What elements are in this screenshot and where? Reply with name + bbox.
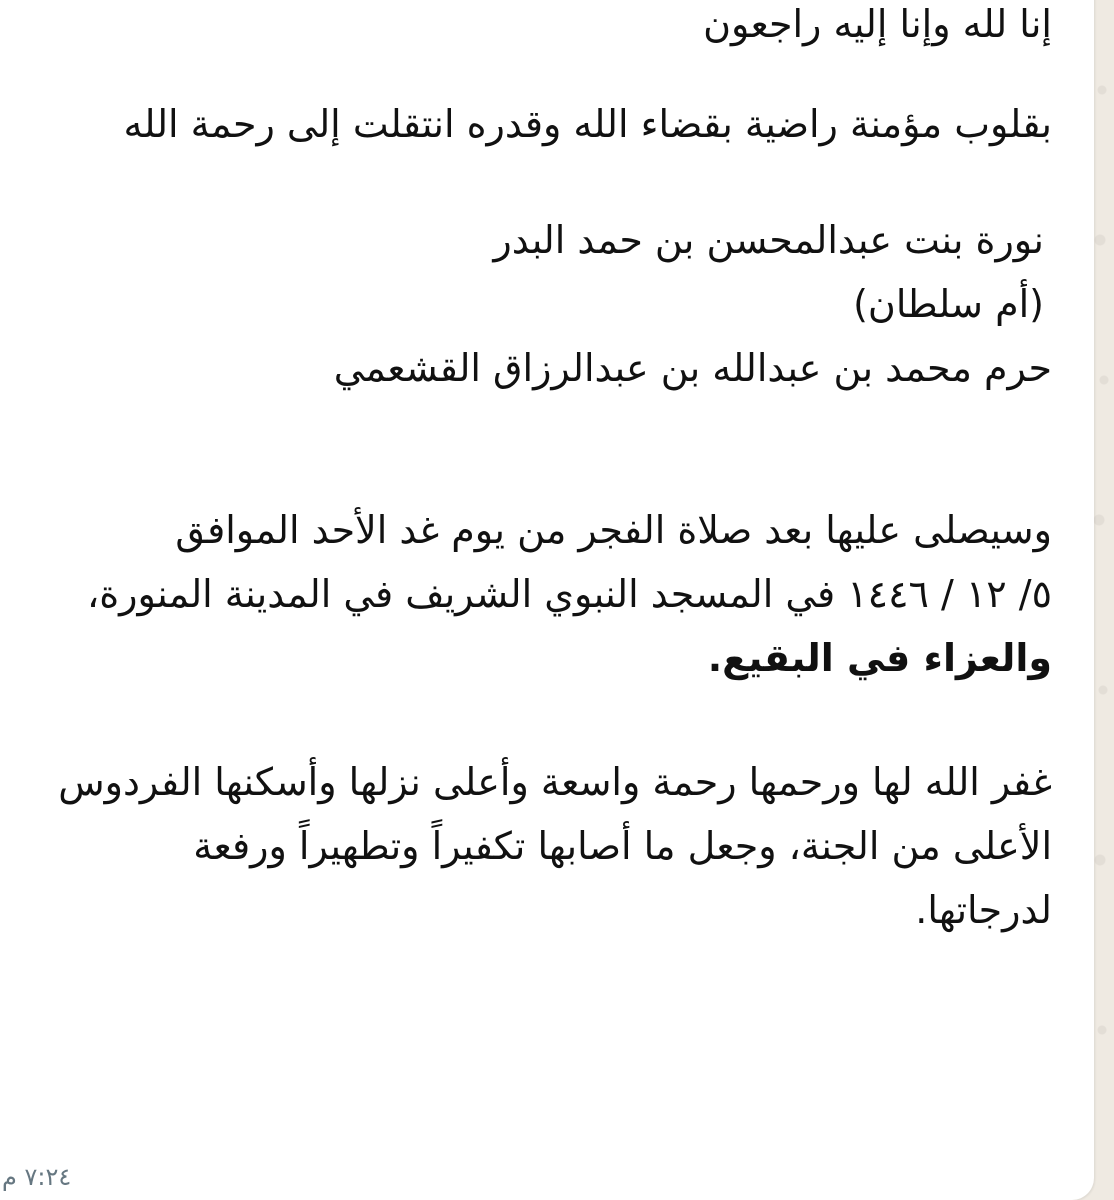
message-line-supplication-3: لدرجاتها. [915, 888, 1052, 932]
message-line-kunya: (أم سلطان) [853, 282, 1044, 326]
message-text [42, 0, 1052, 942]
message-line-spouse: حرم محمد بن عبدالله بن عبدالرزاق القشعمي [333, 346, 1052, 390]
message-line-announcement: بقلوب مؤمنة راضية بقضاء الله وقدره انتقلت إلى رحمة الله [123, 102, 1052, 146]
message-line-condolence-location: والعزاء في البقيع. [707, 636, 1052, 680]
message-line-deceased-name: نورة بنت عبدالمحسن بن حمد البدر [493, 218, 1044, 262]
message-line-condolence: إنا لله وإنا إليه راجعون [703, 2, 1052, 46]
message-line-prayer-date-place: ٥/ ١٢ / ١٤٤٦ في المسجد النبوي الشريف في المدينة المنورة، [86, 572, 1052, 616]
message-line-supplication-1: غفر الله لها ورحمها رحمة واسعة وأعلى نزلها وأسكنها الفردوس [58, 760, 1052, 804]
message-line-prayer-time: وسيصلى عليها بعد صلاة الفجر من يوم غد الأحد الموافق [175, 508, 1052, 552]
message-timestamp: ٧:٢٤ م [2, 1163, 72, 1191]
message-line-supplication-2: الأعلى من الجنة، وجعل ما أصابها تكفيراً وتطهيراً ورفعة [193, 824, 1052, 868]
